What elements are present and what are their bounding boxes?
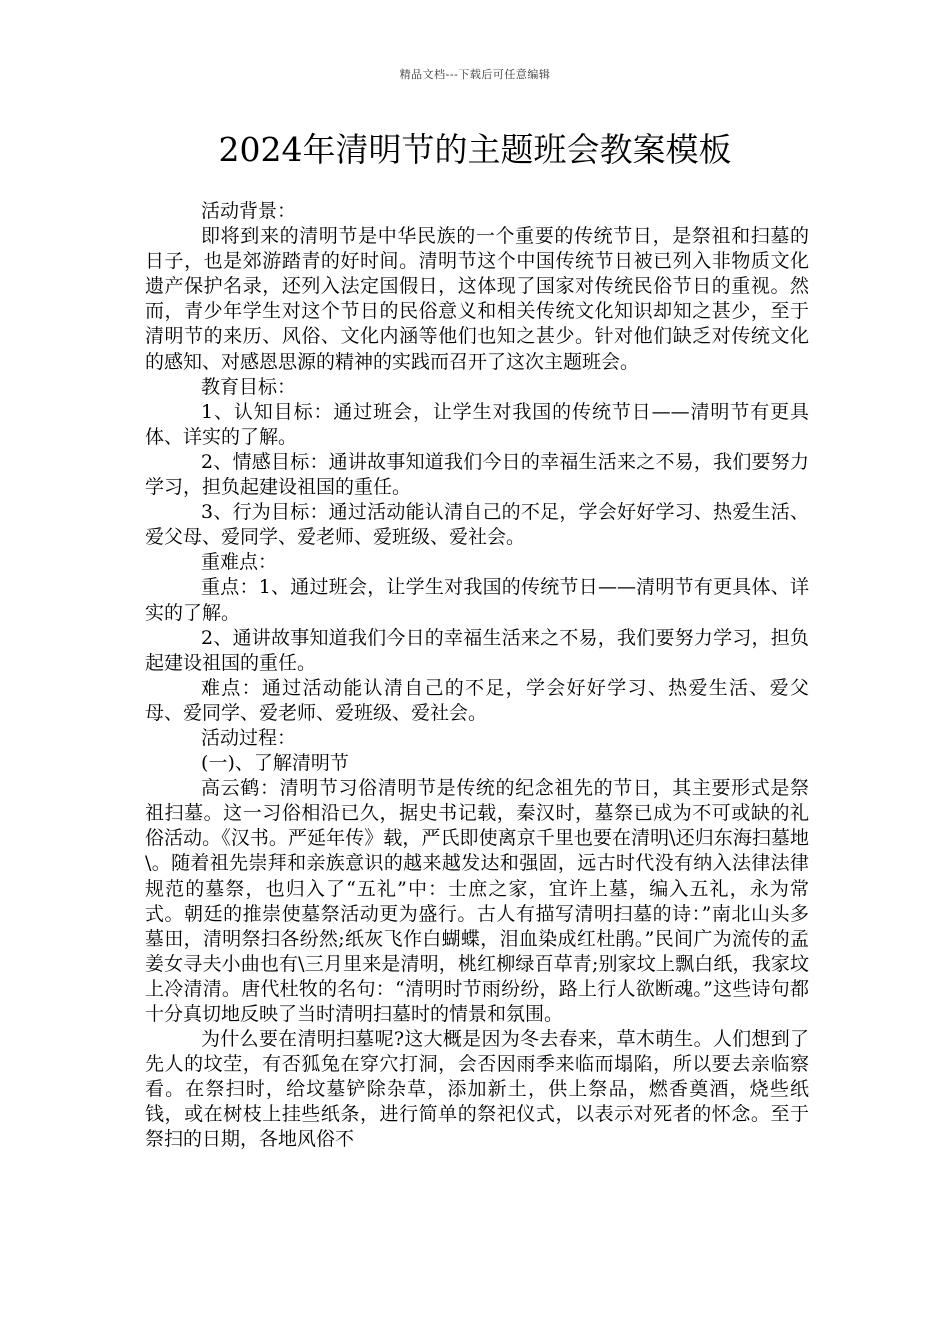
- paragraph-key-point-2: 2、通讲故事知道我们今日的幸福生活来之不易，我们要努力学习，担负起建设祖国的重任。: [145, 626, 809, 674]
- paragraph-process-heading: 活动过程：: [201, 726, 297, 749]
- paragraph-goal-emotional: 2、情感目标：通讲故事知道我们今日的幸福生活来之不易，我们要努力学习，担负起建设祖国的重任。: [145, 450, 809, 499]
- paragraph-difficulty: 难点：通过活动能认清自己的不足，学会好好学习、热爱生活、爱父母、爱同学、爱老师、爱班级、爱社会。: [145, 676, 809, 724]
- paragraph-key-points-heading: 重难点：: [201, 551, 278, 574]
- paragraph-customs-text: 高云鹤：清明节习俗清明节是传统的纪念祖先的节日，其主要形式是祭祖扫墓。这一习俗相沿已久，据史书记载，秦汉时，墓祭已成为不可或缺的礼俗活动。《汉书。严延年传》载，严氏即使离京千里也要在清明\还归东海扫墓地\。随着祖先崇拜和亲族意识的越来越发达和强固，远古时代没有纳入法律法律规范的墓祭，也归入了“五礼”中：士庶之家，宜许上墓，编入五礼，永为常式。朝廷的推崇使墓祭活动更为盛行。古人有描写清明扫墓的诗：”南北山头多墓田，清明祭扫各纷然;纸灰飞作白蝴蝶，泪血染成红杜鹃。”民间广为流传的孟姜女寻夫小曲也有\三月里来是清明，桃红柳绿百草青;别家坟上飘白纸，我家坟上冷清清。唐代杜牧的名句：“清明时节雨纷纷，路上行人欲断魂。”这些诗句都十分真切地反映了当时清明扫墓时的情景和氛围。: [145, 777, 809, 1025]
- paragraph-why-sweep-text: 为什么要在清明扫墓呢?这大概是因为冬去春来，草木萌生。人们想到了先人的坟茔，有否狐兔在穿穴打洞，会否因雨季来临而塌陷，所以要去亲临察看。在祭扫时，给坟墓铲除杂草，添加新土，供上祭品，燃香奠酒，烧些纸钱，或在树枝上挂些纸条，进行简单的祭祀仪式，以表示对死者的怀念。至于祭扫的日期，各地风俗不: [145, 1028, 809, 1151]
- paragraph-goals-heading: 教育目标：: [201, 375, 297, 398]
- paragraph-goal-behavioral: 3、行为目标：通过活动能认清自己的不足，学会好好学习、热爱生活、爱父母、爱同学、爱老师、爱班级、爱社会。: [145, 501, 809, 549]
- paragraph-background-heading: 活动背景：: [201, 200, 297, 222]
- header-note: 精品文档---下载后可任意编辑: [399, 68, 551, 81]
- document-title: 2024年清明节的主题班会教案模板: [218, 130, 732, 169]
- document-body: [145, 199, 809, 1153]
- paragraph-goal-cognitive: 1、认知目标：通过班会，让学生对我国的传统节日——清明节有更具体、详实的了解。: [145, 400, 809, 448]
- paragraph-key-point-1: 重点：1、通过班会，让学生对我国的传统节日——清明节有更具体、详实的了解。: [145, 576, 809, 624]
- paragraph-section-1-heading: (一)、了解清明节: [201, 752, 349, 775]
- paragraph-background-text: 即将到来的清明节是中华民族的一个重要的传统节日，是祭祖和扫墓的日子，也是郊游踏青的好时间。清明节这个中国传统节日被已列入非物质文化遗产保护名录，还列入法定国假日，这体现了国家对传统民俗节日的重视。然而，青少年学生对这个节日的民俗意义和相关传统文化知识却知之甚少，至于清明节的来历、风俗、文化内涵等他们也知之甚少。针对他们缺乏对传统文化的感知、对感恩思源的精神的实践而召开了这次主题班会。: [145, 225, 809, 373]
